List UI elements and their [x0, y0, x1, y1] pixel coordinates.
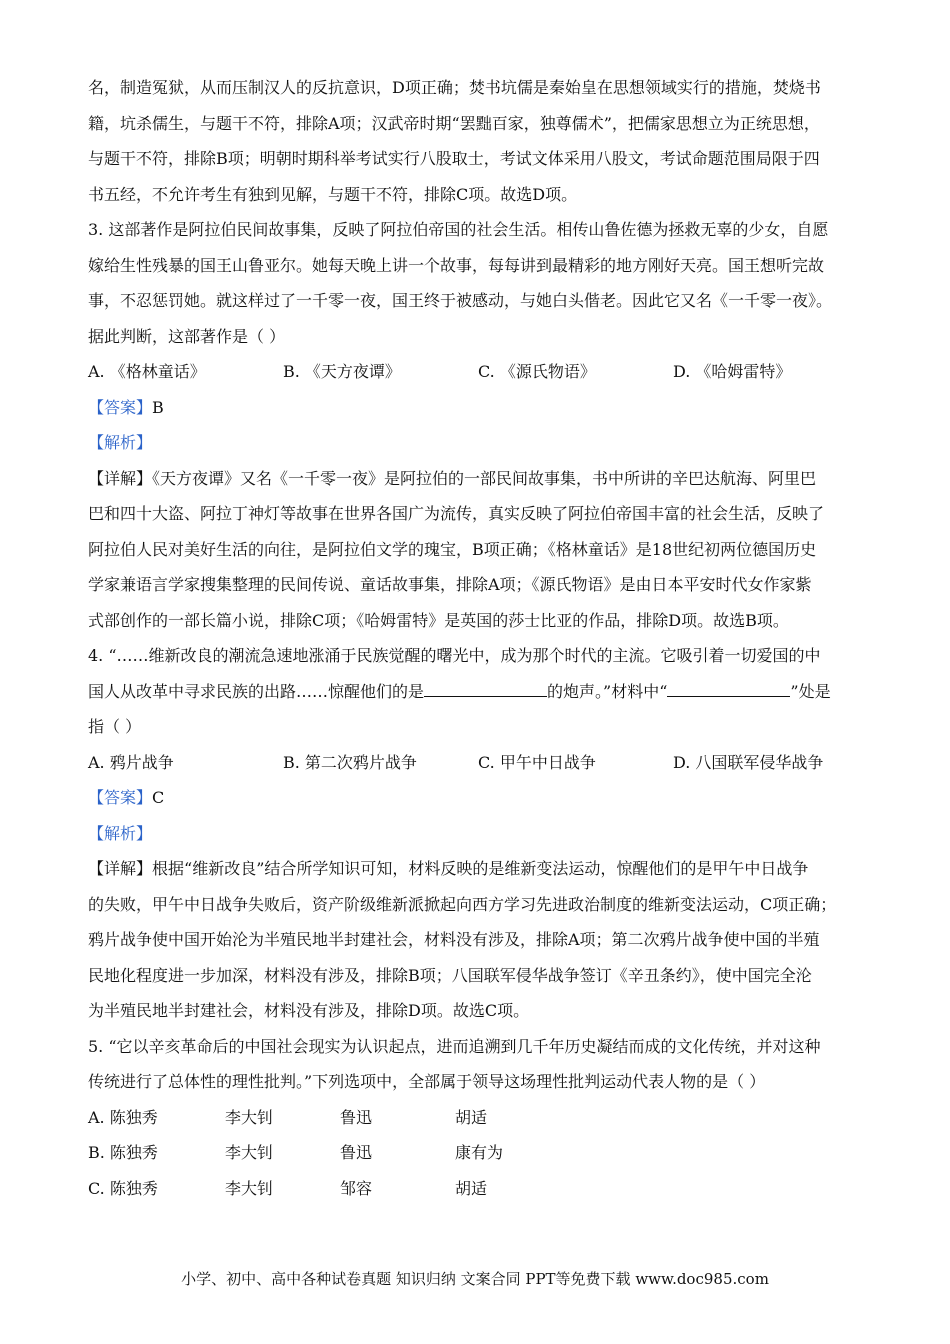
question-stem-line: 事，不忍惩罚她。就这样过了一千零一夜，国王终于被感动，与她白头偕老。因此它又名《一千零一夜》。 [88, 291, 833, 310]
question-stem-line: 3. 这部著作是阿拉伯民间故事集，反映了阿拉伯帝国的社会生活。相传山鲁佐德为拯救无辜的少女，自愿 [88, 220, 829, 239]
option-a: A. 鸦片战争 [88, 752, 174, 772]
question-4 [88, 638, 868, 1029]
option-c: C. 甲午中日战争 [478, 752, 596, 772]
answer-tag: 【答案】 [88, 788, 153, 807]
option-person: 邹容 [340, 1178, 373, 1198]
option-label: B. 陈独秀 [88, 1143, 158, 1162]
question-stem-line [88, 674, 868, 710]
detail-text: 《天方夜谭》又名《一千零一夜》是阿拉伯的一部民间故事集，书中所讲的辛巴达航海、阿里巴 [152, 468, 817, 488]
detail-tag: 【详解】 [88, 859, 153, 878]
detail-line [88, 461, 868, 497]
question-stem-line: 据此判断，这部著作是（ ） [88, 326, 286, 346]
option-person: 李大钊 [225, 1178, 274, 1198]
option-row-b [88, 1135, 868, 1171]
text-line: 籍，坑杀儒生，与题干不符，排除A项；汉武帝时期“罢黜百家，独尊儒术”，把儒家思想立为正统思想， [88, 113, 820, 133]
options-row [88, 745, 868, 781]
option-row-c [88, 1171, 868, 1207]
option-label: C. 陈独秀 [88, 1178, 158, 1198]
option-row-a [88, 1100, 868, 1136]
answer-value: B [152, 397, 164, 417]
question-stem-line: 4. “……维新改良的潮流急速地涨涌于民族觉醒的曙光中，成为那个时代的主流。它吸引着一切爱国的中 [88, 646, 821, 665]
detail-line: 的失败，甲午中日战争失败后，资产阶级维新派掀起向西方学习先进政治制度的维新变法运动，C项正确； [88, 894, 837, 914]
option-person: 胡适 [455, 1107, 488, 1127]
option-person: 李大钊 [225, 1143, 274, 1162]
question-stem-line: 5. “它以辛亥革命后的中国社会现实为认识起点，进而追溯到几千年历史凝结而成的文化传统，并对这种 [88, 1036, 821, 1056]
intro-paragraph [88, 70, 868, 212]
option-person: 胡适 [455, 1178, 488, 1198]
detail-line [88, 851, 868, 887]
detail-text: 根据“维新改良”结合所学知识可知，材料反映的是维新变法运动，惊醒他们的是甲午中日战争 [152, 859, 809, 878]
stem-text: ”处是 [790, 681, 831, 701]
text-line: 名，制造冤狱，从而压制汉人的反抗意识，D项正确；焚书坑儒是秦始皇在思想领域实行的措施，焚烧书 [88, 78, 821, 97]
question-stem-line: 嫁给生性残暴的国王山鲁亚尔。她每天晚上讲一个故事，每每讲到最精彩的地方刚好天亮。国王想听完故 [88, 255, 825, 275]
analysis-tag: 【解析】 [88, 433, 153, 452]
fill-blank [424, 682, 547, 697]
analysis-tag: 【解析】 [88, 823, 153, 843]
detail-line: 式部创作的一部长篇小说，排除C项；《哈姆雷特》是英国的莎士比亚的作品，排除D项。故选B项。 [88, 610, 789, 630]
option-person: 鲁迅 [340, 1107, 373, 1127]
option-person: 康有为 [455, 1143, 504, 1162]
text-line: 与题干不符，排除B项；明朝时期科举考试实行八股取士，考试文体采用八股文，考试命题范围局限于四 [88, 149, 820, 168]
stem-text: 的炮声。”材料中“ [547, 681, 668, 701]
detail-line: 鸦片战争使中国开始沦为半殖民地半封建社会，材料没有涉及，排除A项；第二次鸦片战争使中国的半殖 [88, 930, 820, 949]
detail-line: 巴和四十大盗、阿拉丁神灯等故事在世界各国广为流传，真实反映了阿拉伯帝国丰富的社会生活，反映了 [88, 504, 825, 523]
page-footer: 小学、初中、高中各种试卷真题 知识归纳 文案合同 PPT等免费下载 www.doc985.com [181, 1270, 769, 1288]
question-stem-line: 传统进行了总体性的理性批判。”下列选项中，全部属于领导这场理性批判运动代表人物的是（ ） [88, 1072, 766, 1091]
options-row [88, 354, 868, 390]
option-d: D. 《哈姆雷特》 [673, 362, 792, 381]
stem-text: 国人从改革中寻求民族的出路……惊醒他们的是 [88, 681, 425, 701]
question-stem-line: 指（ ） [88, 717, 142, 736]
option-person: 鲁迅 [340, 1143, 373, 1162]
detail-tag: 【详解】 [88, 468, 153, 488]
option-a: A. 《格林童话》 [88, 362, 206, 381]
option-c: C. 《源氏物语》 [478, 362, 596, 381]
text-line: 书五经，不允许考生有独到见解，与题干不符，排除C项。故选D项。 [88, 184, 578, 204]
question-3 [88, 212, 868, 638]
answer-value: C [152, 788, 165, 807]
option-person: 李大钊 [225, 1107, 274, 1127]
answer-line [88, 390, 868, 426]
fill-blank [667, 682, 790, 697]
detail-line: 阿拉伯人民对美好生活的向往，是阿拉伯文学的瑰宝，B项正确；《格林童话》是18世纪初两位德国历史 [88, 539, 817, 559]
option-b: B. 第二次鸦片战争 [283, 752, 417, 772]
answer-tag: 【答案】 [88, 397, 153, 417]
option-d: D. 八国联军侵华战争 [673, 752, 824, 772]
answer-line [88, 780, 868, 816]
detail-line: 为半殖民地半封建社会，材料没有涉及，排除D项。故选C项。 [88, 1001, 530, 1020]
detail-line: 学家兼语言学家搜集整理的民间传说、童话故事集，排除A项；《源氏物语》是由日本平安时代女作家紫 [88, 575, 812, 594]
document-page [88, 70, 868, 1206]
option-b: B. 《天方夜谭》 [283, 362, 401, 381]
option-label: A. 陈独秀 [88, 1107, 158, 1127]
detail-line: 民地化程度进一步加深，材料没有涉及，排除B项；八国联军侵华战争签订《辛丑条约》，使中国完全沦 [88, 965, 812, 985]
question-5 [88, 1029, 868, 1207]
